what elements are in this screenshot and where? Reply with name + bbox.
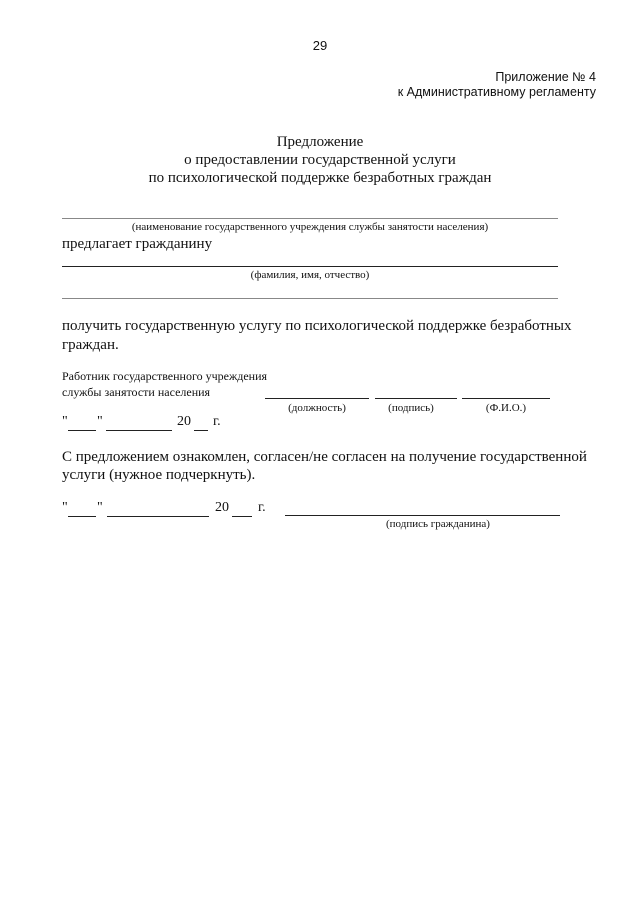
citizen-signature-caption: (подпись гражданина) [386, 518, 490, 530]
acknowledgement-line2: услуги (нужное подчеркнуть). [62, 467, 256, 483]
month-field-line [107, 516, 209, 517]
quote-open: " [62, 414, 68, 429]
quote-open: " [62, 500, 68, 515]
year-prefix: 20 [215, 500, 229, 515]
fio-sign-field-line [462, 398, 550, 399]
employee-label-line1: Работник государственного учреждения [62, 369, 268, 383]
citizen-signature-line [285, 515, 560, 516]
year-suffix: г. [258, 500, 266, 515]
document-subtitle-line2: по психологической поддержке безработных граждан [148, 170, 492, 186]
year-prefix: 20 [177, 414, 191, 429]
day-field-line [68, 430, 96, 431]
body-text-line1: получить государственную услугу по психологической поддержке безработных [62, 318, 572, 334]
position-field-line [265, 398, 369, 399]
fio-field-line [62, 266, 558, 267]
year-field-line [232, 516, 252, 517]
fio-extra-line [62, 298, 558, 299]
document-subtitle-line1: о предоставлении государственной услуги [184, 152, 456, 168]
institution-caption: (наименование государственного учреждения службы занятости населения) [131, 221, 489, 233]
year-field-line [194, 430, 208, 431]
page-number: 29 [312, 38, 328, 53]
position-caption: (должность) [288, 402, 346, 414]
offers-text: предлагает гражданину [62, 236, 213, 252]
appendix-reference: к Административному регламенту [397, 85, 596, 99]
signature-caption: (подпись) [388, 402, 434, 414]
fio-caption: (фамилия, имя, отчество) [250, 269, 370, 281]
year-suffix: г. [213, 414, 221, 429]
appendix-number: Приложение № 4 [495, 70, 596, 84]
signature-field-line [375, 398, 457, 399]
document-title: Предложение [276, 134, 364, 150]
day-field-line [68, 516, 96, 517]
institution-field-line [62, 218, 558, 219]
employee-label-line2: службы занятости населения [62, 385, 211, 399]
quote-close: " [97, 500, 103, 515]
acknowledgement-line1: С предложением ознакомлен, согласен/не согласен на получение государственной [62, 449, 587, 465]
body-text-line2: граждан. [62, 337, 119, 353]
fio-sign-caption: (Ф.И.О.) [485, 402, 527, 414]
month-field-line [106, 430, 172, 431]
quote-close: " [97, 414, 103, 429]
